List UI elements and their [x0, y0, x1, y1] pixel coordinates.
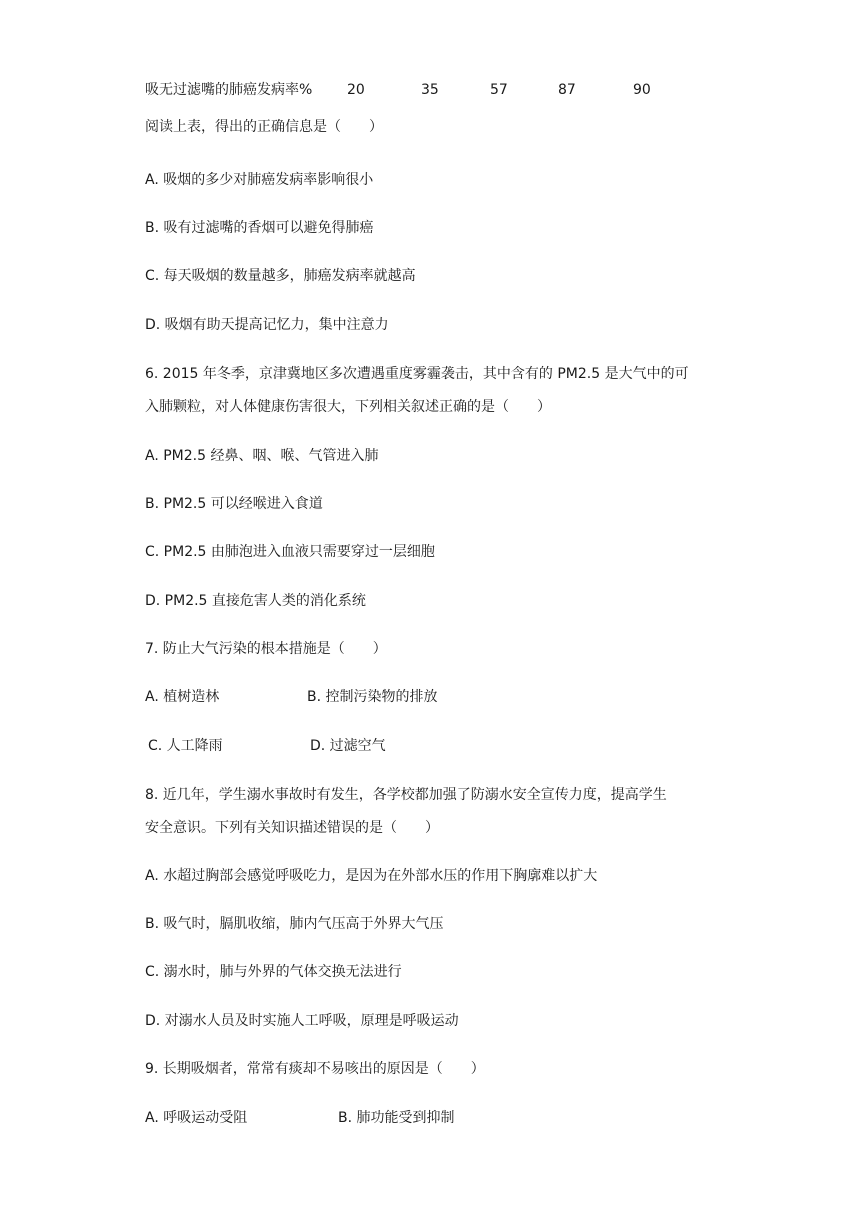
table-cell: 57 [490, 82, 508, 98]
question-5-option-b: B. 吸有过滤嘴的香烟可以避免得肺癌 [145, 220, 374, 236]
question-8-option-c: C. 溺水时，肺与外界的气体交换无法进行 [145, 964, 402, 980]
question-7-options-row-1 [145, 687, 745, 707]
question-6-option-a: A. PM2.5 经鼻、咽、喉、气管进入肺 [145, 448, 379, 464]
question-8-option-a: A. 水超过胸部会感觉呼吸吃力，是因为在外部水压的作用下胸廓难以扩大 [145, 868, 598, 884]
question-7-options-row-2 [148, 736, 748, 756]
table-cell: 35 [421, 82, 439, 98]
question-6-line-2: 入肺颗粒，对人体健康伤害很大，下列相关叙述正确的是（ ） [145, 399, 551, 415]
question-8-option-d: D. 对溺水人员及时实施人工呼吸，原理是呼吸运动 [145, 1013, 459, 1029]
question-7-option-a: A. 植树造林 [145, 689, 220, 705]
question-8-line-1: 8. 近几年，学生溺水事故时有发生，各学校都加强了防溺水安全宣传力度，提高学生 [145, 787, 667, 803]
question-9-options-row [145, 1108, 745, 1128]
question-8-option-b: B. 吸气时，膈肌收缩，肺内气压高于外界大气压 [145, 916, 444, 932]
table-cell: 87 [558, 82, 576, 98]
question-6-option-c: C. PM2.5 由肺泡进入血液只需要穿过一层细胞 [145, 544, 435, 560]
table-cell: 90 [633, 82, 651, 98]
question-9-option-a: A. 呼吸运动受阻 [145, 1110, 248, 1126]
question-8-line-2: 安全意识。下列有关知识描述错误的是（ ） [145, 820, 439, 836]
table-cell: 20 [347, 82, 365, 98]
table-row-label: 吸无过滤嘴的肺癌发病率% [145, 82, 313, 98]
question-6-line-1: 6. 2015 年冬季，京津冀地区多次遭遇重度雾霾袭击，其中含有的 PM2.5 是大气中的可 [145, 366, 689, 382]
question-6-option-d: D. PM2.5 直接危害人类的消化系统 [145, 593, 366, 609]
question-5-option-d: D. 吸烟有助天提高记忆力，集中注意力 [145, 317, 389, 333]
question-7-option-c: C. 人工降雨 [148, 738, 223, 754]
table-row [145, 80, 745, 100]
question-6-option-b: B. PM2.5 可以经喉进入食道 [145, 496, 323, 512]
question-5-prompt: 阅读上表，得出的正确信息是（ ） [145, 119, 383, 135]
question-7-option-b: B. 控制污染物的排放 [307, 689, 438, 705]
question-5-option-c: C. 每天吸烟的数量越多，肺癌发病率就越高 [145, 268, 416, 284]
question-7-prompt: 7. 防止大气污染的根本措施是（ ） [145, 641, 387, 657]
question-5-option-a: A. 吸烟的多少对肺癌发病率影响很小 [145, 172, 374, 188]
question-9-prompt: 9. 长期吸烟者，常常有痰却不易咳出的原因是（ ） [145, 1061, 485, 1077]
question-7-option-d: D. 过滤空气 [310, 738, 386, 754]
question-9-option-b: B. 肺功能受到抑制 [338, 1110, 455, 1126]
